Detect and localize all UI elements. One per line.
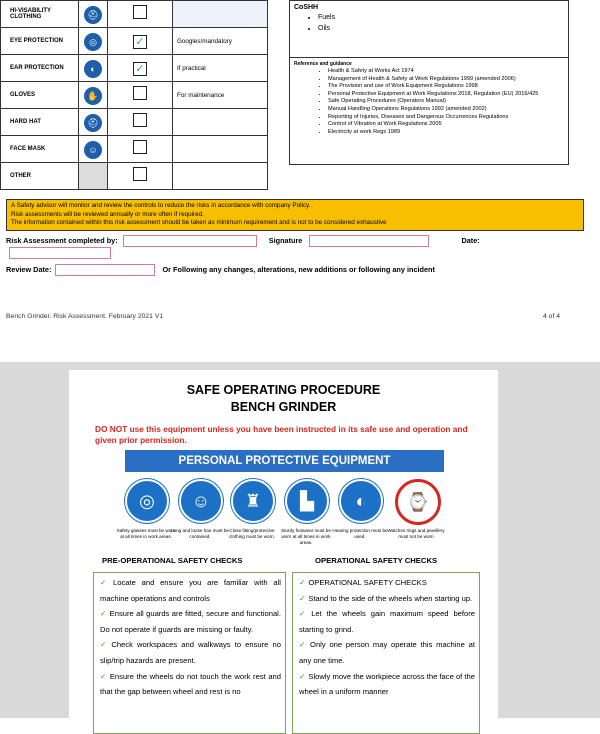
coshh-section — [290, 1, 568, 58]
list-item-text: Slowly move the workpiece across the face of the wheel in a uniform manner — [299, 671, 475, 697]
list-item-text: Reporting of Injuries, Diseases and Dangerous Occurrences Regulations — [328, 113, 509, 120]
list-item — [328, 114, 564, 122]
ppe-note: For maintenance — [173, 82, 268, 109]
ppe-caption: Close fitting/protective clothing must be worn. — [229, 528, 275, 539]
check-icon: ✓ — [299, 640, 308, 650]
protective-clothing-icon: ♜ — [231, 479, 275, 523]
footer-page-number: 4 of 4 — [543, 313, 561, 320]
completed-by-label: Risk Assessment completed by: — [6, 235, 118, 245]
safety-glasses-icon: ◎ — [125, 479, 169, 523]
signoff-row — [6, 235, 584, 259]
coshh-reference-box — [289, 0, 569, 165]
list-item — [299, 575, 475, 591]
list-item-text: Oils — [318, 25, 331, 32]
sop-subtitle: BENCH GRINDER — [230, 400, 337, 414]
ppe-row — [1, 136, 268, 163]
list-item-text: The Provision and use of Work Equipment Regulations 1998 — [328, 83, 478, 90]
ppe-caption: Sturdy footwear must be worn at all times in work areas. — [281, 528, 331, 545]
list-item-text: Locate and ensure you are familiar with all machine operations and controls — [100, 578, 281, 603]
list-item-text: Stand to the side of the wheels when starting up. — [308, 593, 473, 603]
hi-vis-icon: ⛑ — [84, 6, 102, 24]
eye-protection-icon: ◎ — [84, 33, 102, 51]
review-note: Or Following any changes, alterations, new additions or following any incident — [162, 264, 435, 274]
hearing-protection-icon: ◐ — [339, 479, 383, 523]
footer-doc-title: Bench Grinder. Risk Assessment. February 2021 V1 — [6, 313, 164, 320]
ppe-checkbox[interactable]: ✓ — [133, 62, 147, 76]
sop-page — [69, 370, 498, 718]
ppe-label: HI-VISABILITY CLOTHING — [1, 1, 79, 28]
list-item — [328, 121, 564, 129]
check-icon: ✓ — [100, 578, 111, 587]
banner-line: The information contained within this risk assessment should be taken as minimum requirement and is not to be considered exhaustive — [11, 219, 387, 226]
ppe-table — [0, 0, 268, 190]
op-list — [293, 573, 479, 700]
hair-contained-icon: ☺ — [179, 479, 223, 523]
pre-op-heading: PRE-OPERATIONAL SAFETY CHECKS — [102, 556, 243, 565]
list-item-text: Personal Protective Equipment at Work Regulations 2018, Regulation (EU) 2016/425 — [328, 90, 539, 97]
list-item-text: Ensure the wheels do not touch the work rest and that the gap between wheel and rest is no — [100, 671, 281, 697]
list-item — [100, 669, 281, 700]
ppe-checkbox[interactable] — [133, 86, 147, 100]
footwear-icon: ▙ — [285, 479, 329, 523]
review-row — [6, 264, 584, 276]
ppe-checkbox[interactable] — [133, 113, 147, 127]
signature-label: Signature — [268, 235, 303, 245]
ear-protection-icon: ◐ — [84, 60, 102, 78]
ppe-checkbox[interactable] — [133, 167, 147, 181]
list-item — [299, 637, 475, 668]
list-item-text: Safe Operating Procedures (Operators Manual) — [328, 98, 446, 105]
list-item-text: Health & Safety at Works Act 1974 — [328, 68, 414, 74]
list-item-text: Control of Vibration at Work Regulations 2005 — [328, 121, 442, 128]
list-item — [100, 637, 281, 668]
banner-line: Risk assessments will be reviewed annually or more often if required. — [11, 210, 204, 218]
pre-op-list — [94, 573, 285, 700]
coshh-list — [294, 12, 564, 34]
ppe-label: HARD HAT — [1, 109, 79, 136]
reference-heading: Reference and guidance — [294, 61, 352, 67]
hard-hat-icon: ⛑ — [84, 114, 102, 132]
date-label: Date: — [461, 235, 480, 245]
face-mask-icon: ☺ — [84, 141, 102, 159]
ppe-note — [173, 136, 268, 163]
ppe-note — [173, 163, 268, 190]
op-heading: OPERATIONAL SAFETY CHECKS — [315, 556, 438, 565]
ppe-row — [1, 109, 268, 136]
check-icon: ✓ — [100, 640, 109, 650]
list-item — [318, 12, 564, 23]
reference-section — [290, 58, 568, 164]
ppe-note: Googles/mandatory — [173, 28, 268, 55]
list-item — [299, 669, 475, 700]
no-jewellery-icon: ⌚ — [395, 479, 441, 525]
ppe-caption: Long and loose hair must be contained. — [171, 528, 229, 539]
ppe-row — [1, 55, 268, 82]
ppe-note: If practical — [173, 55, 268, 82]
risk-assessment-page — [0, 0, 600, 340]
ppe-caption: Watches rings and jewellery must not be worn — [387, 528, 445, 539]
check-icon: ✓ — [299, 593, 306, 603]
check-icon: ✓ — [299, 609, 309, 619]
list-item — [299, 606, 475, 637]
list-item — [328, 106, 564, 114]
ppe-row — [1, 28, 268, 55]
ppe-heading-bar: PERSONAL PROTECTIVE EQUIPMENT — [125, 450, 444, 472]
list-item-text: OPERATIONAL SAFETY CHECKS — [308, 578, 427, 587]
ppe-checkbox[interactable]: ✓ — [133, 35, 147, 49]
ppe-row — [1, 1, 268, 28]
review-date-field[interactable] — [55, 264, 155, 276]
list-item-text: Manual Handling Operations Regulations 1992 (amended 2002) — [328, 105, 487, 112]
ppe-note — [173, 109, 268, 136]
list-item — [299, 591, 475, 607]
ppe-label: EYE PROTECTION — [1, 28, 79, 55]
pre-op-checks-box — [93, 572, 286, 734]
sop-title: SAFE OPERATING PROCEDURE — [186, 383, 381, 397]
sop-warning: DO NOT use this equipment unless you have been instructed in its safe use and operation and given prior permission. — [95, 424, 468, 445]
list-item — [328, 98, 564, 106]
ppe-row — [1, 163, 268, 190]
completed-by-field[interactable] — [123, 235, 257, 247]
list-item-text: Let the wheels gain maximum speed before starting to grind. — [299, 609, 475, 634]
gloves-icon: ✋ — [84, 87, 102, 105]
ppe-label: GLOVES — [1, 82, 79, 109]
check-icon: ✓ — [299, 578, 306, 587]
check-icon: ✓ — [100, 671, 107, 681]
list-item — [100, 606, 281, 637]
banner-line: A Safety advisor will monitor and review the controls to reduce the risks in accordance with company Policy. — [11, 202, 311, 209]
ppe-label: OTHER — [1, 163, 79, 190]
date-field[interactable] — [9, 247, 111, 259]
ppe-checkbox[interactable] — [133, 5, 147, 19]
ppe-caption: Hearing protection must be used. — [332, 528, 388, 539]
list-item-text: Ensure all guards are fitted, secure and functional. Do not operate if guards are missing or faulty. — [100, 609, 281, 634]
list-item-text: Management of Health & Safety at Work Regulations 1999 (amended 2006) — [328, 75, 516, 82]
coshh-heading: CoSHH — [294, 4, 319, 11]
list-item — [328, 68, 564, 76]
list-item — [328, 83, 564, 91]
list-item-text: Fuels — [318, 14, 336, 21]
check-icon: ✓ — [299, 671, 306, 681]
op-checks-box — [292, 572, 480, 734]
empty-icon-cell — [79, 163, 108, 190]
list-item — [328, 91, 564, 99]
ppe-label: EAR PROTECTION — [1, 55, 79, 82]
list-item-text: Check workspaces and walkways to ensure no slip/trip hazards are present. — [100, 640, 281, 665]
ppe-row — [1, 82, 268, 109]
policy-banner — [6, 199, 584, 231]
check-icon: ✓ — [100, 609, 107, 619]
ppe-note — [173, 1, 268, 28]
list-item-text: Electricity at work Regs 1989 — [328, 128, 401, 135]
signature-field[interactable] — [309, 235, 429, 247]
ppe-checkbox[interactable] — [133, 140, 147, 154]
list-item — [318, 23, 564, 34]
ppe-caption: Safety glasses must be worn at all times in work areas. — [116, 528, 176, 539]
list-item-text: Only one person may operate this machine at any one time. — [299, 640, 475, 665]
list-item — [328, 76, 564, 84]
review-date-label: Review Date: — [6, 264, 52, 274]
list-item — [100, 575, 281, 606]
reference-list — [294, 68, 564, 136]
list-item — [328, 129, 564, 137]
ppe-label: FACE MASK — [1, 136, 79, 163]
